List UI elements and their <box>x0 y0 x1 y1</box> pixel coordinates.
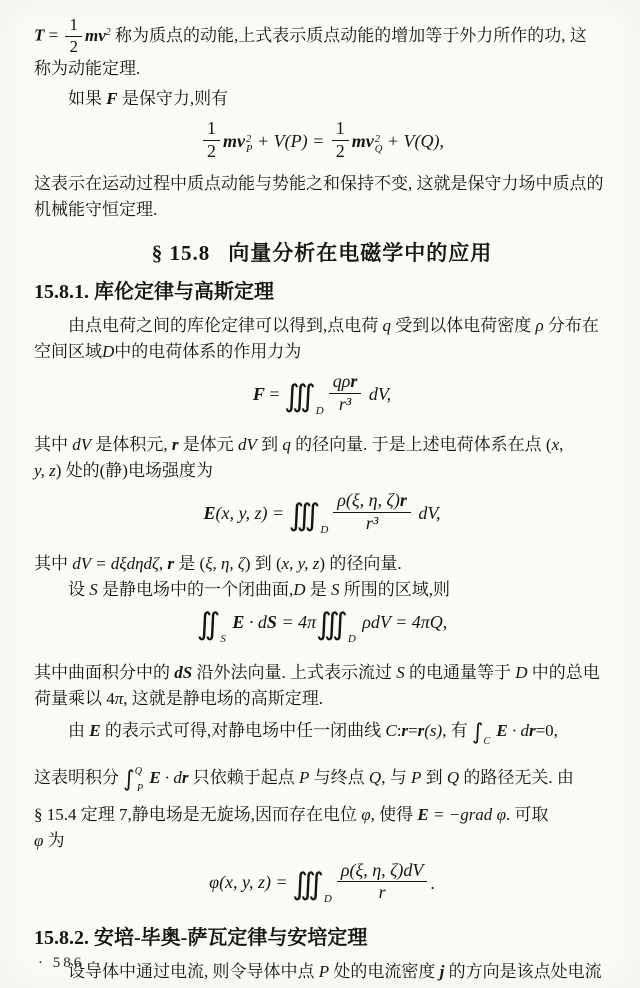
fraction-one-half <box>332 119 349 162</box>
fraction-one-half <box>203 119 220 162</box>
fraction-denominator: 2 <box>69 36 78 56</box>
math-run: φ 为 <box>34 830 65 850</box>
fraction-one-half <box>65 16 82 56</box>
math-run: dV, <box>364 383 392 404</box>
subsection-title-ampere-biot-savart: 15.8.2. 安培-毕奥-萨瓦定律与安培定理 <box>34 927 368 950</box>
fraction-numerator: 1 <box>332 119 349 141</box>
section-title-text: 向量分析在电磁学中的应用 <box>228 240 493 265</box>
formula-gauss-theorem <box>34 606 610 651</box>
integral-sign: ∫ <box>123 766 135 792</box>
supsub-Q: 2 Q <box>374 134 383 156</box>
math-run: 由点电荷之间的库伦定律可以得到,点电荷 q 受到以体电荷密度 ρ 分布在 <box>68 315 599 335</box>
math-run: 空间区域D中的电荷体系的作用力为 <box>34 341 302 361</box>
fraction-denominator: 2 <box>207 141 217 162</box>
section-number: § 15.8 <box>151 240 211 265</box>
fraction-numerator: ρ(ξ, η, ζ)r <box>333 491 411 513</box>
math-run: § 15.4 定理 7,静电场是无旋场,因而存在电位 φ, 使得 E = −grad φ. 可取 <box>34 804 549 824</box>
paragraph-kinetic-energy-line1 <box>34 16 610 56</box>
math-run: 荷量乘以 4π, 这就是静电场的高斯定理. <box>34 688 324 708</box>
fraction-numerator: qρr <box>329 372 362 394</box>
paragraph-path-independence-line2 <box>34 759 610 802</box>
math-mv: mv <box>351 131 374 152</box>
math-run: 设 S 是静电场中的一个闭曲面,D 是 S 所围的区域,则 <box>68 579 451 599</box>
formula-potential <box>34 861 610 912</box>
math-run: . <box>430 872 435 893</box>
math-run: 如果 F 是保守力,则有 <box>68 89 229 109</box>
math-run: 其中曲面积分中的 dS 沿外法向量. 上式表示流过 S 的电通量等于 D 中的总电 <box>34 662 600 682</box>
math-run: + V(P) = <box>252 131 329 152</box>
fraction-denominator: r <box>378 882 386 903</box>
section-title <box>34 239 610 267</box>
fraction-numerator: ρ(ξ, η, ζ)dV <box>337 861 428 883</box>
integral-upper-limit: Q <box>134 765 142 777</box>
page-number: · 586 · <box>38 955 99 971</box>
paragraph-flux-line1 <box>34 660 610 686</box>
paragraph-closed-curve-line1 <box>34 718 610 755</box>
fraction-numerator: 1 <box>65 16 82 37</box>
paragraph-mechanical-energy-line2: 机械能守恒定理. <box>34 199 158 219</box>
math-mv: mv <box>223 131 246 152</box>
paragraph-conservative-force <box>34 86 610 112</box>
fraction-denominator: r³ <box>365 512 379 533</box>
fraction <box>337 861 428 904</box>
formula-coulomb-force <box>34 372 610 423</box>
math-run: $F = ∭_D$ <box>252 378 324 417</box>
math-run: + V(Q), <box>382 131 444 152</box>
math-run: 其中 dV 是体积元, r 是体元 dV 到 q 的径向量. 于是上述电荷体系在点 (x, <box>34 434 564 454</box>
fraction <box>329 372 362 415</box>
subsection-title-coulomb-gauss: 15.8.1. 库伦定律与高斯定理 <box>34 280 274 303</box>
paragraph-irrotational-line3 <box>34 802 610 828</box>
paragraph-coulomb-line1 <box>34 313 610 339</box>
paragraph-coulomb-line2 <box>34 339 610 365</box>
math-run: 这表明积分 <box>34 767 124 787</box>
paragraph-flux-line2 <box>34 686 610 712</box>
paragraph-dv-definition <box>34 551 610 577</box>
fraction <box>333 491 411 534</box>
paragraph-irrotational-line4 <box>34 828 610 854</box>
paragraph-kinetic-energy-line2: 称为动能定理. <box>34 59 141 79</box>
math-run: y, z) 处的(静)电场强度为 <box>34 460 213 480</box>
paragraph-closed-surface <box>34 577 610 603</box>
supsub-P: 2 P <box>246 134 253 156</box>
fraction-denominator: 2 <box>335 141 345 162</box>
math-run: 其中 dV = dξdηdζ, r 是 (ξ, η, ζ) 到 (x, y, z) 的径向量. <box>34 553 402 573</box>
paragraph-volume-element-line1 <box>34 432 610 458</box>
math-run: 由 E 的表示式可得,对静电场中任一闭曲线 C:r=r(s), 有 $\int_C$ E · dr=0, <box>68 719 558 747</box>
fraction-denominator: r³ <box>338 393 352 414</box>
math-run: T = <box>34 25 63 45</box>
paragraph-mechanical-energy-line1: 这表示在运动过程中质点动能与势能之和保持不变, 这就是保守力场中质点的 <box>34 173 604 193</box>
math-run: φ(x, y, $z) = ∭_D$ <box>209 867 332 906</box>
math-run: E(x, y, $z) = ∭_D$ <box>203 497 329 536</box>
math-run: $∬_S$ E · dS = $4\pi∭_D$ ρdV = 4πQ, <box>196 606 448 645</box>
math-run: $mv^2$ 称为质点的动能,上式表示质点动能的增加等于外力所作的功, 这 <box>84 25 587 45</box>
math-run: E · dr 只依赖于起点 P 与终点 Q, 与 P 到 Q 的路径无关. 由 <box>149 767 574 787</box>
math-run: 设导体中通过电流, 则令导体中点 P 处的电流密度 j 的方向是该点处电流 <box>68 962 602 982</box>
paragraph-volume-element-line2 <box>34 458 610 484</box>
math-run: dV, <box>413 502 441 523</box>
formula-energy-conservation <box>34 119 610 162</box>
paragraph-current-density <box>34 959 610 985</box>
integral-lower-limit: P <box>136 782 144 794</box>
fraction-numerator: 1 <box>203 119 220 141</box>
formula-electric-field <box>34 491 610 542</box>
